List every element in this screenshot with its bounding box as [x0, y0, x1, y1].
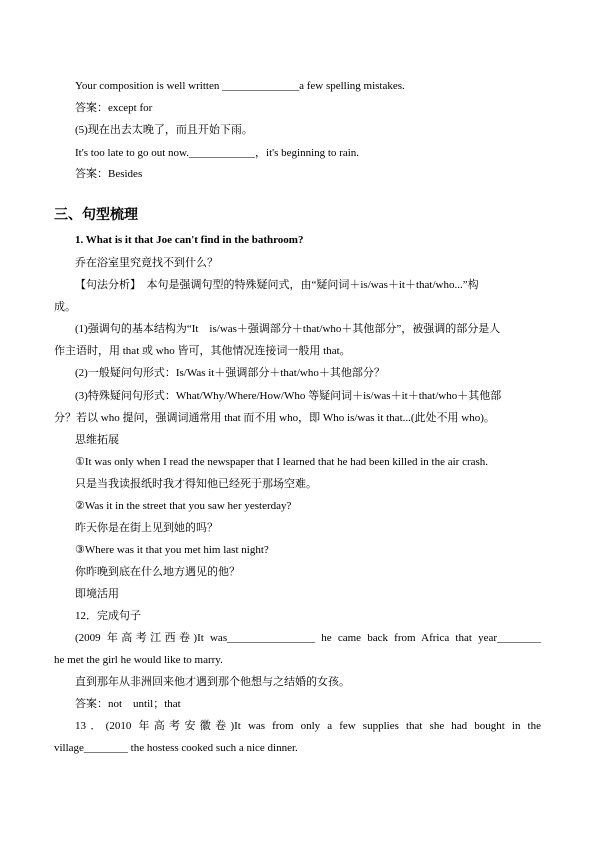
- text-line: (3)特殊疑问句形式：What/Why/Where/How/Who 等疑问词＋is/was＋it＋that/who＋其他部: [75, 390, 502, 402]
- answer-line: 答案：except for: [75, 102, 153, 114]
- text-line: It's too late to go out now.____________，it's beginning to rain.: [75, 147, 360, 159]
- text-line: 分？若以 who 提问，强调词通常用 that 而不用 who，即 Who is/was it that...(此处不用 who)。: [54, 412, 495, 424]
- text-line: 成。: [54, 301, 76, 313]
- section-heading: 三、句型梳理: [54, 207, 138, 223]
- text-line: 12．完成句子: [75, 610, 141, 622]
- text-line: (1)强调句的基本结构为“It is/was＋强调部分＋that/who＋其他部分”，被强调的部分是人: [75, 323, 501, 335]
- text-line: ③Where was it that you met him last night?: [75, 544, 269, 556]
- text-line: he met the girl he would like to marry.: [54, 654, 223, 666]
- answer-line: 答案：Besides: [75, 168, 143, 180]
- text-line: ②Was it in the street that you saw her yesterday?: [75, 500, 292, 512]
- sentence-title: 1. What is it that Joe can't find in the bathroom?: [75, 234, 304, 246]
- text-line: 昨天你是在街上见到她的吗？: [75, 522, 218, 534]
- answer-line: 答案：not until；that: [75, 698, 181, 710]
- text-line: 即境活用: [75, 588, 119, 600]
- text-line: 思维拓展: [75, 434, 119, 446]
- text-line: (2)一般疑问句形式：Is/Was it＋强调部分＋that/who＋其他部分？: [75, 367, 385, 379]
- text-line: ①It was only when I read the newspaper that I learned that he had been killed in the air crash.: [75, 456, 489, 468]
- text-line: 乔在浴室里究竟找不到什么？: [75, 257, 218, 269]
- text-line: (5)现在出去太晚了，而且开始下雨。: [75, 124, 253, 136]
- text-line: 直到那年从非洲回来他才遇到那个他想与之结婚的女孩。: [75, 676, 350, 688]
- text-line: 13．(2010 年高考安徽卷)It was from only a few supplies that she had bought in the: [75, 720, 541, 732]
- text-line: 作主语时，用 that 或 who 皆可，其他情况连接词一般用 that。: [54, 345, 351, 357]
- text-line: village________ the hostess cooked such a nice dinner.: [54, 742, 298, 754]
- text-line: 只是当我读报纸时我才得知他已经死于那场空难。: [75, 478, 317, 490]
- text-line: 【句法分析】 本句是强调句型的特殊疑问式，由“疑问词＋is/was＋it＋that/who...”构: [75, 279, 479, 291]
- text-line: Your composition is well written ______________a few spelling mistakes.: [75, 80, 405, 92]
- text-line: 你昨晚到底在什么地方遇见的他？: [75, 566, 240, 578]
- text-line: (2009 年高考江西卷)It was________________ he came back from Africa that year________: [75, 632, 541, 644]
